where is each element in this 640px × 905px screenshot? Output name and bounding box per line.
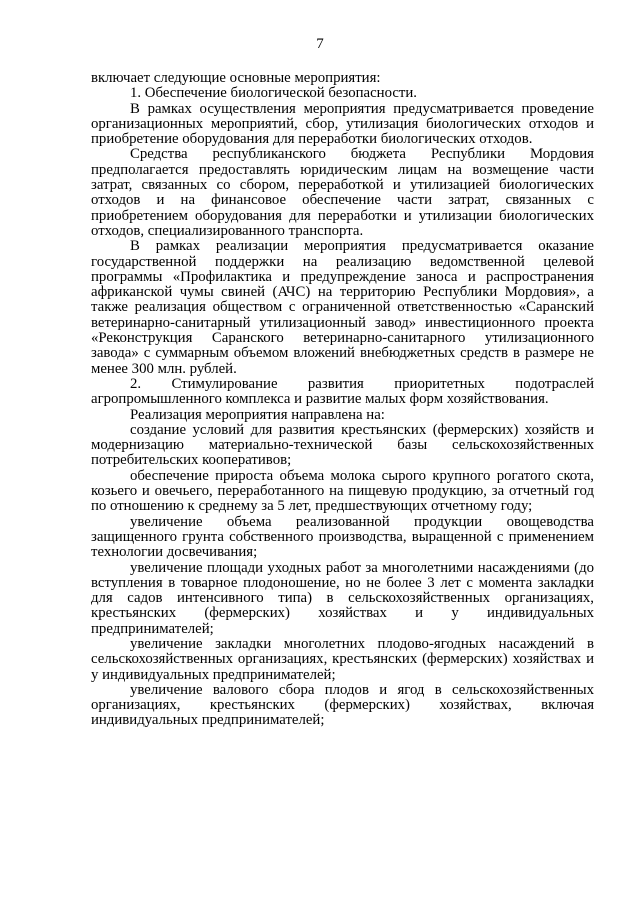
list-item-milk-growth: обеспечение прироста объема молока сырого крупного рогатого скота, козьего и овечьего, переработанного на пищевую продукцию, за отчетный год по отношению к среднему за 5 лет, предшествующих отчетному году; <box>91 467 594 515</box>
paragraph-biosecurity-heading: 1. Обеспечение биологической безопасности. <box>130 85 418 102</box>
page-number: 7 <box>316 36 324 52</box>
list-item-vegetable-volume: увеличение объема реализованной продукции овощеводства защищенного грунта собственного производства, выращенной с применением технологии досвечивания; <box>91 513 594 561</box>
paragraph-asf-program: В рамках реализации мероприятия предусматривается оказание государственной поддержки на реализацию ведомственной целевой программы «Профилактика и предупреждение заноса и распространения африканской чумы свиней (АЧС) на территорию Республики Мордовия», а также реализация обществом с ограниченной ответственностью «Саранский ветеринарно-санитарный утилизационный завод» инвестиционного проекта «Реконструкция Саранского ветеринарно-санитарного утилизационного завода» с суммарным объемом вложений внебюджетных средств в размере не менее 300 млн. рублей. <box>91 238 594 377</box>
paragraph-stimulation-heading: 2. Стимулирование развития приоритетных подотраслей агропромышленного комплекса и развитие малых форм хозяйствования. <box>91 375 594 408</box>
list-item-farm-development: создание условий для развития крестьянских (фермерских) хозяйств и модернизацию материально-технической базы сельскохозяйственных потребительских кооперативов; <box>91 421 594 469</box>
paragraph-budget-funds: Средства республиканского бюджета Республики Мордовия предполагается предоставлять юридическим лицам на возмещение части затрат, связанных со сбором, переработкой и утилизацией биологических отходов и на финансовое обеспечение части затрат, связанных с приобретением оборудования для переработки и утилизации биологических отходов, специализированного транспорта. <box>91 146 594 239</box>
list-item-orchard-care: увеличение площади уходных работ за многолетними насаждениями (до вступления в товарное плодоношение, но не более 3 лет с момента закладки для садов интенсивного типа) в сельскохозяйственных организациях, крестьянских (фермерских) хозяйствах и у индивидуальных предпринимателей; <box>91 559 594 637</box>
list-item-fruit-harvest: увеличение валового сбора плодов и ягод в сельскохозяйственных организациях, крестьянских (фермерских) хозяйствах, включая индивидуальных предпринимателей; <box>91 681 594 729</box>
paragraph-biosecurity-measures: В рамках осуществления мероприятия предусматривается проведение организационных мероприятий, сбор, утилизация биологических отходов и приобретение оборудования для переработки биологических отходов. <box>91 100 594 148</box>
paragraph-implementation-aim: Реализация мероприятия направлена на: <box>130 406 385 423</box>
paragraph-intro: включает следующие основные мероприятия: <box>91 70 381 86</box>
list-item-orchard-planting: увеличение закладки многолетних плодово-ягодных насаждений в сельскохозяйственных организациях, крестьянских (фермерских) хозяйствах и у индивидуальных предпринимателей; <box>91 635 594 683</box>
document-body <box>91 71 594 729</box>
